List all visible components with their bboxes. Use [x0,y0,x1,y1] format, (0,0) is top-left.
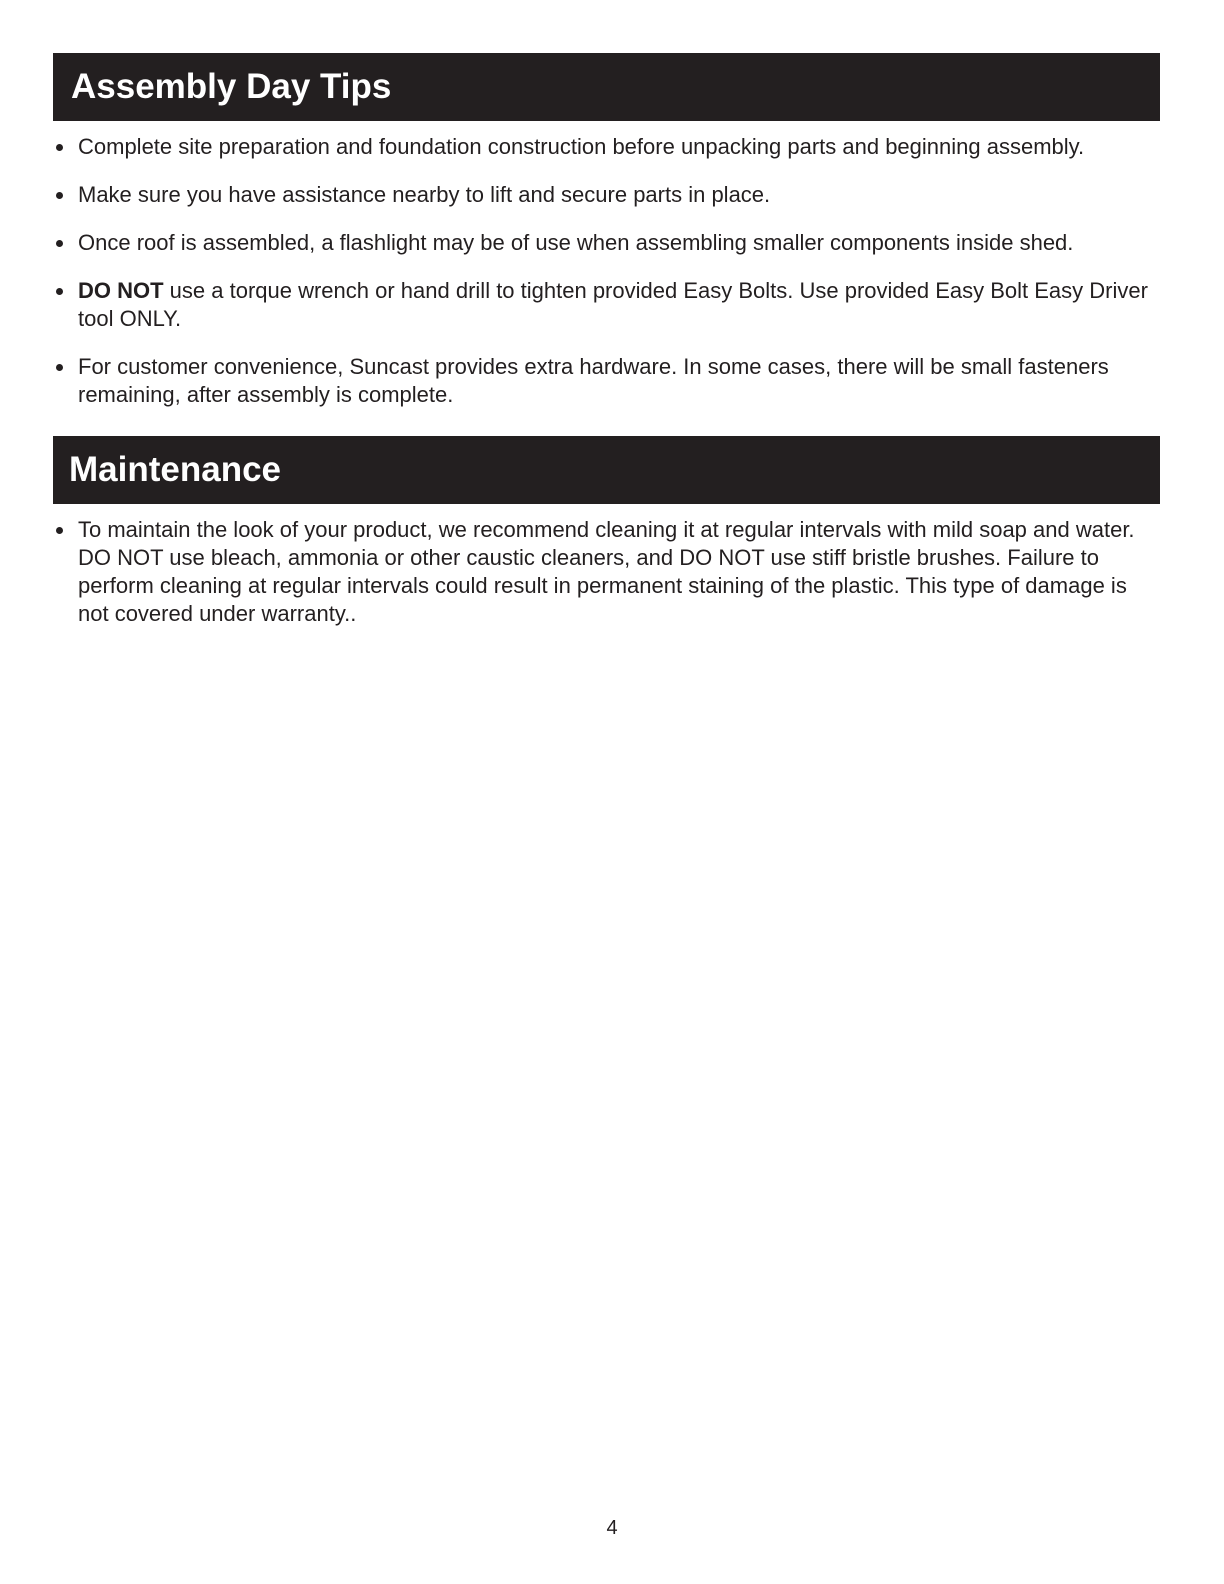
assembly-tips-list [53,133,1160,429]
bullet-icon [56,192,63,199]
list-item [53,516,1160,628]
tip-text: use a torque wrench or hand drill to tighten provided Easy Bolts. Use provided Easy Bolt Easy Driver tool ONLY. [78,278,1148,331]
tip-text: Make sure you have assistance nearby to lift and secure parts in place. [78,182,771,207]
bullet-icon [56,527,63,534]
list-item [53,133,1160,161]
list-item [53,353,1160,409]
list-item [53,277,1160,333]
bullet-icon [56,288,63,295]
page-number: 4 [606,1517,618,1539]
tip-text: Once roof is assembled, a flashlight may be of use when assembling smaller components inside shed. [78,230,1074,255]
assembly-day-tips-header [53,53,1160,121]
bullet-icon [56,144,63,151]
maintenance-text: To maintain the look of your product, we recommend cleaning it at regular intervals with mild soap and water. DO NOT use bleach, ammonia or other caustic cleaners, and DO NOT use stiff bristle brushes. Failure to perform cleaning at regular intervals could result in permanent staining of the plastic. This type of damage is not covered under warranty.. [78,517,1135,626]
list-item [53,229,1160,257]
bullet-icon [56,240,63,247]
tip-emphasis: DO NOT [78,278,164,303]
tip-text: Complete site preparation and foundation construction before unpacking parts and beginning assembly. [78,134,1085,159]
maintenance-title: Maintenance [69,450,281,489]
maintenance-list [53,516,1160,628]
maintenance-header [53,436,1160,504]
tip-text: For customer convenience, Suncast provides extra hardware. In some cases, there will be small fasteners remaining, after assembly is complete. [78,354,1109,407]
list-item [53,181,1160,209]
assembly-day-tips-title: Assembly Day Tips [71,67,392,106]
bullet-icon [56,364,63,371]
